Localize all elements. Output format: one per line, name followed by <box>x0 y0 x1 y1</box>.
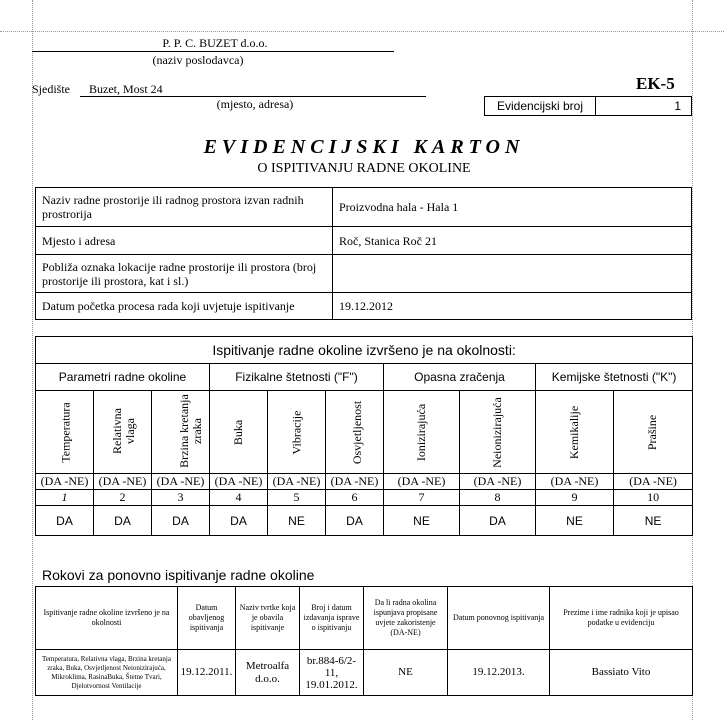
tests-table <box>35 336 693 536</box>
param-label: Brzina kretanja zraka <box>177 394 204 468</box>
record-number-box <box>484 96 692 116</box>
deadlines-header: Naziv tvrtke koja je obavila ispitivanje <box>236 587 300 650</box>
param-label: Buka <box>231 419 245 446</box>
deadlines-cell: br.884-6/2-11, 19.01.2012. <box>300 650 364 696</box>
deadlines-header: Ispitivanje radne okoline izvršeno je na okolnosti <box>36 587 178 650</box>
result-cell: DA <box>326 506 384 536</box>
info-value: Roč, Stanica Roč 21 <box>333 227 692 255</box>
employer-name: P. P. C. BUZET d.o.o. <box>162 36 268 50</box>
options-label: (DA -NE) <box>94 474 152 490</box>
deadlines-header: Broj i datum izdavanja isprave o ispitivanju <box>300 587 364 650</box>
tests-title: Ispitivanje radne okoline izvršeno je na okolnosti: <box>36 337 693 364</box>
deadlines-header: Datum obavljenog ispitivanja <box>178 587 236 650</box>
employer-underline <box>32 51 394 52</box>
deadlines-header: Datum ponovnog ispitivanja <box>448 587 550 650</box>
document-title: EVIDENCIJSKI KARTON <box>203 136 525 158</box>
record-number-value: 1 <box>596 97 692 116</box>
param-header <box>152 391 210 474</box>
seat-value: Buzet, Most 24 <box>89 82 163 96</box>
table-row <box>36 650 693 696</box>
info-row <box>36 255 692 293</box>
param-label: Temperatura <box>58 402 73 463</box>
param-header <box>384 391 460 474</box>
column-number: 9 <box>536 490 614 506</box>
deadlines-header: Prezime i ime radnika koji je upisao podatke u evidenciju <box>550 587 693 650</box>
column-number: 4 <box>210 490 268 506</box>
info-row <box>36 227 692 255</box>
deadlines-cell: 19.12.2013. <box>448 650 550 696</box>
info-label: Pobliža oznaka lokacije radne prostorije ili prostora (broj prostorije ili prostora, kat i sl.) <box>36 255 333 293</box>
result-cell: NE <box>268 506 326 536</box>
result-cell: NE <box>384 506 460 536</box>
param-header <box>36 391 94 474</box>
info-label: Datum početka procesa rada koji uvjetuje ispitivanje <box>36 293 333 320</box>
group-header: Parametri radne okoline <box>36 364 210 391</box>
result-cell: DA <box>94 506 152 536</box>
column-number: 10 <box>614 490 693 506</box>
param-header <box>326 391 384 474</box>
options-label: (DA -NE) <box>614 474 693 490</box>
param-header <box>614 391 693 474</box>
group-header: Kemijske štetnosti ("K") <box>536 364 693 391</box>
record-number-label: Evidencijski broj <box>485 97 596 116</box>
column-number: 2 <box>94 490 152 506</box>
param-label: Ionizirajuća <box>414 403 428 462</box>
column-number: 6 <box>326 490 384 506</box>
column-number: 7 <box>384 490 460 506</box>
column-number: 8 <box>460 490 536 506</box>
group-header: Fizikalne štetnosti ("F") <box>210 364 384 391</box>
param-label: Prašine <box>645 414 660 451</box>
info-value: Proizvodna hala - Hala 1 <box>333 188 692 227</box>
options-label: (DA -NE) <box>460 474 536 490</box>
deadlines-header: Da li radna okolina ispunjava propisane uvjete zakoristenje (DA-NE) <box>364 587 448 650</box>
deadlines-table <box>35 586 693 696</box>
info-label: Mjesto i adresa <box>36 227 333 255</box>
options-label: (DA -NE) <box>210 474 268 490</box>
options-label: (DA -NE) <box>36 474 94 490</box>
result-cell: NE <box>536 506 614 536</box>
info-row <box>36 293 692 320</box>
param-header <box>210 391 268 474</box>
result-cell: NE <box>614 506 693 536</box>
result-cell: DA <box>460 506 536 536</box>
options-label: (DA -NE) <box>152 474 210 490</box>
margin-guide-top <box>0 31 724 32</box>
info-value: 19.12.2012 <box>333 293 692 320</box>
options-label: (DA -NE) <box>326 474 384 490</box>
info-value <box>333 255 692 293</box>
column-number: 1 <box>36 490 94 506</box>
param-header <box>536 391 614 474</box>
column-number: 5 <box>268 490 326 506</box>
options-label: (DA -NE) <box>536 474 614 490</box>
deadlines-cell: Bassiato Vito <box>550 650 693 696</box>
param-label: Vibracije <box>288 410 303 455</box>
form-code: EK-5 <box>636 74 675 93</box>
param-label: Relativna vlaga <box>110 408 137 454</box>
deadlines-cell: NE <box>364 650 448 696</box>
result-cell: DA <box>152 506 210 536</box>
deadlines-title: Rokovi za ponovno ispitivanje radne okoline <box>42 567 315 583</box>
group-header: Opasna zračenja <box>384 364 536 391</box>
param-label: Kemikalije <box>566 405 581 460</box>
info-row <box>36 188 692 227</box>
deadlines-cell: Metroalfa d.o.o. <box>236 650 300 696</box>
margin-guide-left <box>32 0 33 720</box>
location-info-table <box>35 187 692 320</box>
param-label: Osvjetljenost <box>350 400 365 465</box>
deadlines-cell: 19.12.2011. <box>178 650 236 696</box>
param-label: Neionizirajuća <box>489 397 504 468</box>
options-label: (DA -NE) <box>384 474 460 490</box>
param-header <box>268 391 326 474</box>
options-label: (DA -NE) <box>268 474 326 490</box>
info-label: Naziv radne prostorije ili radnog prostora izvan radnih prostrorija <box>36 188 333 227</box>
document-subtitle: O ISPITIVANJU RADNE OKOLINE <box>257 161 471 176</box>
seat-caption: (mjesto, adresa) <box>216 97 294 111</box>
employer-caption: (naziv poslodavca) <box>152 53 244 67</box>
result-cell: DA <box>210 506 268 536</box>
param-header <box>460 391 536 474</box>
result-cell: DA <box>36 506 94 536</box>
param-header <box>94 391 152 474</box>
seat-label: Sjedište <box>32 82 70 96</box>
deadlines-cell: Temperatura, Relativna vlaga, Brzina kretanja zraka, Buka, Osvjetljenost Neionizirajuća, Mikroklima, RasinaBuka, Štetne Tvari, Djelotvornost Ventilacije <box>36 650 178 696</box>
column-number: 3 <box>152 490 210 506</box>
